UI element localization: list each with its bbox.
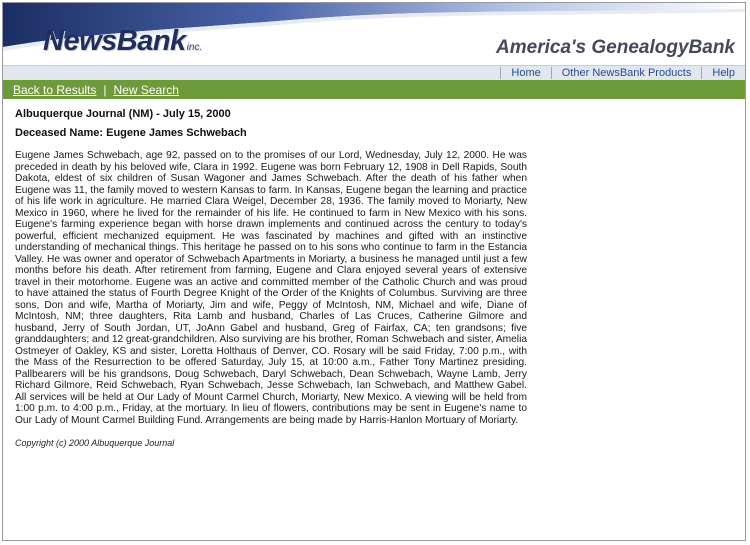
browser-page-frame — [2, 2, 746, 541]
site-header — [3, 3, 745, 65]
newsbank-logo[interactable] — [43, 25, 202, 58]
nav-other-products-link[interactable]: Other NewsBank Products — [561, 67, 692, 79]
new-search-link[interactable]: New Search — [113, 82, 179, 97]
genealogybank-brand-title: America's GenealogyBank — [496, 37, 735, 58]
article-content — [3, 99, 537, 448]
nav-home-link[interactable]: Home — [511, 67, 541, 79]
logo-text: NewsBank — [43, 25, 186, 57]
subnav-separator: | — [103, 82, 107, 97]
logo-inc-suffix: inc. — [186, 42, 203, 53]
top-navigation — [3, 65, 745, 80]
nav-help-link[interactable]: Help — [712, 67, 735, 79]
publication-heading: Albuquerque Journal (NM) - July 15, 2000 — [15, 108, 231, 120]
deceased-name-heading: Deceased Name: Eugene James Schwebach — [15, 127, 247, 139]
results-navigation-bar — [3, 80, 745, 99]
copyright-notice: Copyright (c) 2000 Albuquerque Journal — [15, 438, 175, 448]
back-to-results-link[interactable]: Back to Results — [13, 82, 97, 97]
obituary-text: Eugene James Schwebach, age 92, passed on to the promises of our Lord, Wednesday, July 12, 2000. He was preceded in death by his beloved wife, Clara in 1992. Eugene was born February 12, 1908 in Dell Rapids, South Dakota, eldest of six children of Susan Wagoner and James Schwebach. After the death of his father when Eugene was 11, the family moved to western Kansas to farm. In Kansas, Eugene began the learning and practice of his life work in agriculture. He married Clara Weigel, December 28, 1936. The family moved to Moriarty, New Mexico in 1960, where he lived for the remainder of his life. He continued to farm in New Mexico with his sons. Eugene's farming experience began with horse drawn implements and continued across the century to today's powerful, efficient mechanized equipment. He was fascinated by machines and gifted with an instinctive understanding of mechanical things. This heritage he passed on to his sons who continue to farm in the Estancia Valley. He was owner and operator of Schwebach Apartments in Moriarty, a business he managed until just a few months before his death. After retirement from farming, Eugene and Clara enjoyed several years of extensive travel in their motorhome. Eugene was an active and committed member of the Catholic Church and was proud to have attained the status of Fourth Degree Knight of the Order of the Knights of Columbus. Surviving are three sons, Don and wife, Martha of Moriarty, Jim and wife, Peggy of McIntosh, NM, Michael and wife, Diane of McIntosh, NM; three daughters, Rita Lamb and husband, Charles of Las Cruces, Catherine Gilmore and husband, Jerry of South Jordan, UT, JoAnn Gabel and husband, Greg of Fairfax, CA; ten grandsons; five granddaughters; and 12 great-grandchildren. Also surviving are his brother, Roman Schwebach and sister, Amelia Ostmeyer of Oakley, KS and sister, Loretta Holthaus of Denver, CO. Rosary will be said Friday, 7:00 p.m., with the Mass of the Resurrection to be offered Saturday, July 15, at 10:00 a.m., Father Tony Martinez presiding. Pallbearers will be his grandsons, Doug Schwebach, Daryl Schwebach, Dean Schwebach, Wayne Lamb, Jerry Richard Gilmore, Reid Schwebach, Ryan Schwebach, Jesse Schwebach, Ian Schwebach, and Matthew Gabel. All services will be held at Our Lady of Mount Carmel Church, Moriarty, New Mexico. A viewing will be held from 1:00 p.m. to 4:00 p.m., Friday, at the mortuary. In lieu of flowers, contributions may be sent in Eugene's name to Our Lady of Mount Carmel Building Fund. Arrangements are being made by Harris-Hanlon Mortuary of Moriarty. — [15, 150, 527, 426]
